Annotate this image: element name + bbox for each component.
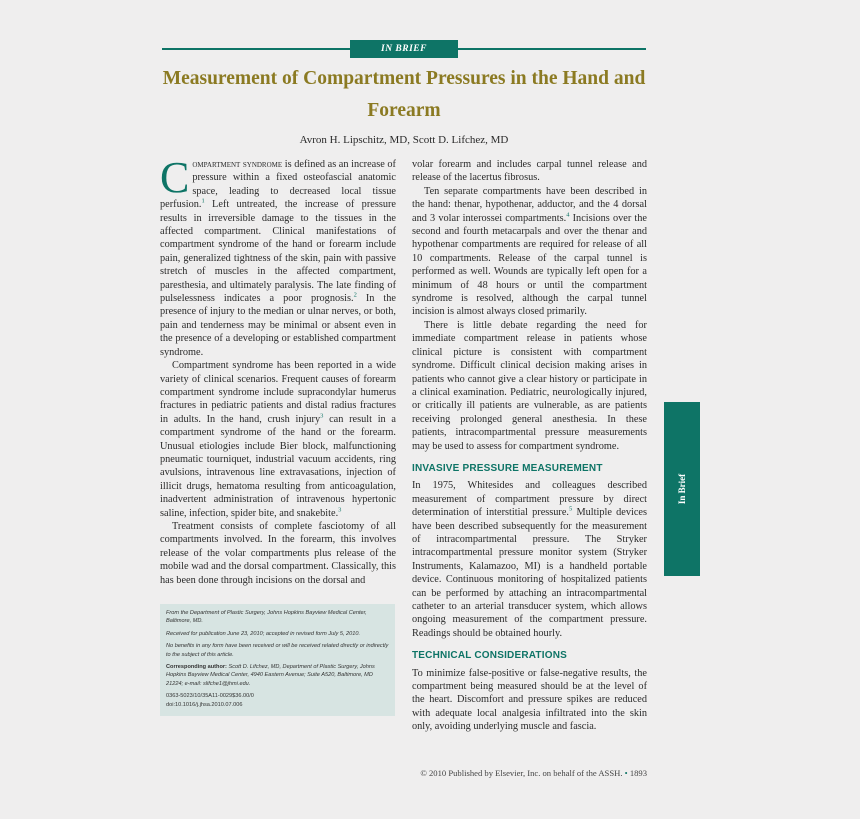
technical-paragraph: To minimize false-positive or false-negative results, the compartment being measured should be at the level of the heart. Discomfort and pressure spikes are reduced with adequate local analgesia infiltrated into the skin only, avoiding underlying muscle and fascia.	[412, 667, 647, 733]
benefits-statement: No benefits in any form have been received or will be received related directly or indirectly to the subject of this article.	[166, 643, 389, 658]
issn: 0363-5023/10/35A11-0029$36.00/0	[166, 693, 254, 700]
column-left	[160, 153, 397, 587]
ref-1[interactable]: 1	[201, 197, 205, 205]
copyright: © 2010 Published by Elsevier, Inc. on behalf of the ASSH.	[420, 768, 623, 778]
column-right	[412, 158, 647, 734]
lead-smallcaps: ompartment syndrome	[192, 159, 283, 170]
doi[interactable]: doi:10.1016/j.jhsa.2010.07.006	[166, 701, 243, 708]
intro-paragraph-3: Treatment consists of complete fasciotomy of all compartments involved. In the forearm, this involves release of the volar compartments plus release of the mobile wad and the dorsal compartment. Classically, this has been done through incisions on the dorsal and	[160, 520, 396, 586]
page-number: 1893	[629, 768, 647, 778]
invasive-paragraph: In 1975, Whitesides and colleagues described measurement of compartment pressure by direct determination of interstitial pressure.$^5$ Multiple devices have been described subsequently for the measurement of intracompartmental pressure. The Stryker intracompartmental pressure monitor system (Stryker Instruments, Kalamazoo, MI) is a handheld portable device. Continuous monitoring of hospitalized patients can be performed by attaching an intracompartmental catheter to an arterial transducer system, which allows ongoing measurement of the compartment pressure. Readings should be obtained hourly.	[412, 480, 647, 639]
header-rule-right	[458, 48, 646, 50]
side-tab-label: In Brief	[677, 473, 687, 505]
section-heading-invasive: INVASIVE PRESSURE MEASUREMENT	[412, 462, 603, 474]
article-title: Measurement of Compartment Pressures in the Hand and Forearm	[162, 68, 646, 121]
drop-cap: C	[160, 153, 190, 202]
header-rule-left	[162, 48, 350, 50]
intro-paragraph-5: Ten separate compartments have been described in the hand: thenar, hypothenar, adductor, and the 4 dorsal and 3 volar interossei compartments.$^4$ Incisions over the second and fourth metacarpals and over the thenar and hypothenar compartments are required for release of all 10 compartments. Release of the carpal tunnel is performed as well. Wounds are typically left open for a minimum of 48 hours or until the compartment syndrome is resolved, although the carpal tunnel incision is almost always closed primarily.	[412, 185, 647, 318]
author-line: Avron H. Lipschitz, MD, Scott D. Lifchez, MD	[299, 134, 509, 146]
page-footer	[420, 768, 647, 778]
ref-5[interactable]: 5	[569, 505, 573, 513]
ref-3b[interactable]: 3	[338, 506, 342, 514]
ref-4[interactable]: 4	[566, 211, 570, 219]
article-info-box	[160, 604, 395, 716]
corresponding-author: Corresponding author: Scott D. Lifchez, MD, Department of Plastic Surgery, Johns Hopkins Bayview Medical Center, 4940 Eastern Avenue; Suite A520, Baltimore, MD 21224; e-mail: slifche1@jhmi.edu.	[166, 664, 375, 687]
in-brief-badge: IN BRIEF	[350, 40, 458, 58]
in-brief-side-tab	[664, 402, 700, 576]
intro-paragraph-2: Compartment syndrome has been reported in a wide variety of clinical scenarios. Frequent causes of forearm compartment syndrome include supracondylar humerus fractures in pediatric patients and distal radius fractures in adults. In the hand, crush injury$^3$ can result in a compartment syndrome of the hand or the forearm. Unusual etiologies include Bier block, malfunctioning pneumatic tourniquet, industrial vacuum accidents, ring avulsions, intravenous line extravasations, injection of illicit drugs, hematoma resulting from anticoagulation, inadvertent administration of intravenous hypertonic saline, infection, spider bite, and snakebite.$^3$	[160, 360, 396, 519]
ref-3[interactable]: 3	[320, 412, 324, 420]
intro-paragraph-1: Compartment syndrome is defined as an increase of pressure within a fixed osteofascial anatomic space, leading to decreased local tissue perfusion.$^1$ Left untreated, the increase of pressure results in irreversible damage to the tissues in the affected compartment. Clinical manifestations of compartment syndrome of the hand or forearm include pain, generalized tightness of the skin, pain with passive stretch of muscles in the affected compartment, paresthesia, and ultimately paralysis. The late finding of pulselessness indicates a poor prognosis.$^2$ In the presence of injury to the median or ulnar nerves, or both, pain and tenderness may be minimal or absent even in the presence of a developing or established compartment syndrome.	[160, 153, 397, 358]
intro-paragraph-4: volar forearm and includes carpal tunnel release and release of the lacertus fibrosus.	[412, 159, 647, 184]
affiliation: From the Department of Plastic Surgery, Johns Hopkins Bayview Medical Center, Baltimore, MD.	[166, 610, 367, 625]
ref-2[interactable]: 2	[353, 291, 357, 299]
section-heading-technical: TECHNICAL CONSIDERATIONS	[412, 650, 567, 662]
received-dates: Received for publication June 23, 2010; accepted in revised form July 5, 2010.	[166, 630, 361, 637]
intro-paragraph-6: There is little debate regarding the need for immediate compartment release in patients whose clinical picture is consistent with compartment syndrome. Difficult clinical decision making arises in patients who cannot give a clear history or participate in a clinical examination. Pediatric, neurologically injured, or critically ill patients are vulnerable, as are patients receiving prolonged general anesthesia. In these patients, intracompartmental pressure measurements may be used to assess for compartment syndrome.	[412, 319, 647, 452]
footer-bullet: •	[624, 768, 628, 778]
